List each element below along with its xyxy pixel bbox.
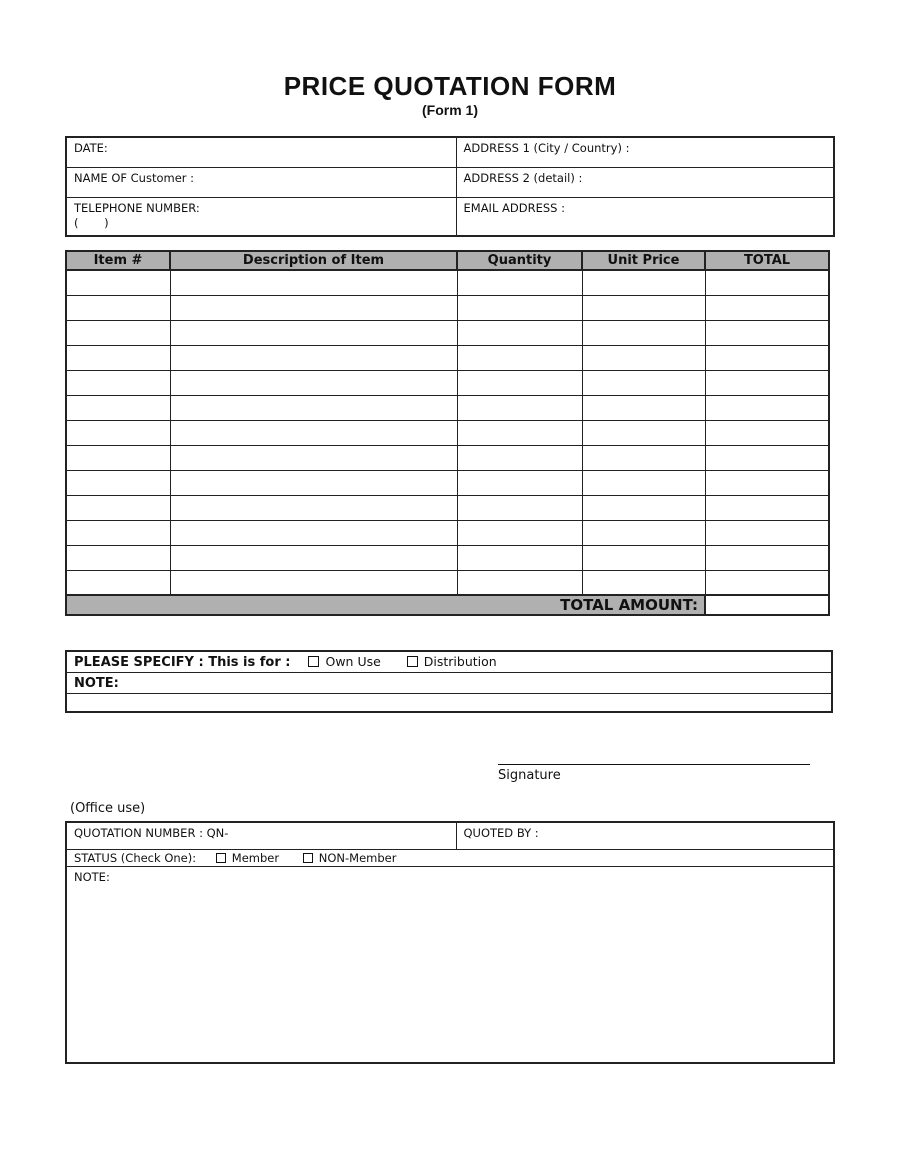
checkbox-member[interactable]	[216, 853, 226, 863]
item-cell-r10-c1[interactable]	[66, 495, 170, 520]
quoted-by-label: QUOTED BY :	[463, 826, 539, 840]
item-cell-r13-c4[interactable]	[582, 570, 705, 595]
email-label: EMAIL ADDRESS :	[463, 200, 565, 215]
col-header-unit-price: Unit Price	[582, 251, 705, 270]
status-label: STATUS (Check One):	[74, 850, 197, 865]
item-cell-r12-c3[interactable]	[457, 545, 582, 570]
item-cell-r8-c2[interactable]	[170, 445, 457, 470]
customer-name-field[interactable]	[66, 167, 456, 197]
col-header-quantity: Quantity	[457, 251, 582, 270]
member-label: Member	[231, 850, 280, 865]
checkbox-non-member[interactable]	[303, 853, 313, 863]
date-label: DATE:	[74, 141, 108, 155]
office-note-field[interactable]	[66, 867, 834, 1063]
item-cell-r1-c2[interactable]	[170, 270, 457, 295]
item-cell-r1-c1[interactable]	[66, 270, 170, 295]
checkbox-distribution[interactable]	[407, 656, 418, 667]
item-cell-r13-c5[interactable]	[705, 570, 829, 595]
items-table	[65, 250, 830, 616]
total-amount-field[interactable]	[705, 595, 829, 615]
item-cell-r9-c3[interactable]	[457, 470, 582, 495]
distribution-option	[407, 654, 497, 669]
item-cell-r6-c1[interactable]	[66, 395, 170, 420]
non-member-option	[303, 851, 397, 866]
item-cell-r4-c2[interactable]	[170, 345, 457, 370]
item-row-11	[66, 520, 829, 545]
office-status-row	[66, 849, 834, 867]
info-row-1	[66, 137, 834, 167]
item-cell-r8-c5[interactable]	[705, 445, 829, 470]
item-cell-r3-c1[interactable]	[66, 320, 170, 345]
item-cell-r8-c1[interactable]	[66, 445, 170, 470]
specify-cell	[66, 651, 832, 673]
specify-note-extra-field[interactable]	[66, 694, 832, 712]
item-cell-r7-c2[interactable]	[170, 420, 457, 445]
telephone-area-code-hint: ( )	[74, 216, 109, 231]
member-option	[216, 851, 279, 866]
col-header-item-number: Item #	[66, 251, 170, 270]
item-cell-r5-c4[interactable]	[582, 370, 705, 395]
total-amount-label: TOTAL AMOUNT:	[66, 595, 705, 615]
item-cell-r11-c5[interactable]	[705, 520, 829, 545]
item-row-5	[66, 370, 829, 395]
item-row-6	[66, 395, 829, 420]
item-cell-r7-c1[interactable]	[66, 420, 170, 445]
page-title: PRICE QUOTATION FORM	[283, 71, 617, 101]
office-note-label: NOTE:	[74, 870, 110, 885]
col-header-description: Description of Item	[170, 251, 457, 270]
item-cell-r1-c3[interactable]	[457, 270, 582, 295]
total-amount-row	[66, 595, 829, 615]
item-cell-r6-c4[interactable]	[582, 395, 705, 420]
office-use-table	[65, 821, 835, 1064]
item-cell-r6-c3[interactable]	[457, 395, 582, 420]
item-cell-r11-c3[interactable]	[457, 520, 582, 545]
distribution-label: Distribution	[423, 654, 497, 669]
address1-field[interactable]	[456, 137, 834, 167]
customer-info-table	[65, 136, 835, 237]
item-cell-r2-c5[interactable]	[705, 295, 829, 320]
item-cell-r10-c2[interactable]	[170, 495, 457, 520]
col-header-total: TOTAL	[705, 251, 829, 270]
telephone-field[interactable]	[66, 197, 456, 236]
item-cell-r10-c3[interactable]	[457, 495, 582, 520]
office-ids-row	[66, 822, 834, 849]
item-cell-r5-c5[interactable]	[705, 370, 829, 395]
item-cell-r2-c3[interactable]	[457, 295, 582, 320]
item-row-8	[66, 445, 829, 470]
email-field[interactable]	[456, 197, 834, 236]
address2-field[interactable]	[456, 167, 834, 197]
customer-name-label: NAME OF Customer :	[74, 170, 195, 185]
item-cell-r2-c1[interactable]	[66, 295, 170, 320]
own-use-option	[308, 654, 380, 669]
item-cell-r9-c4[interactable]	[582, 470, 705, 495]
item-row-12	[66, 545, 829, 570]
item-cell-r12-c4[interactable]	[582, 545, 705, 570]
item-cell-r2-c2[interactable]	[170, 295, 457, 320]
page-subtitle: (Form 1)	[422, 102, 478, 118]
office-use-label: (Office use)	[70, 801, 146, 816]
item-cell-r1-c4[interactable]	[582, 270, 705, 295]
status-cell	[66, 849, 834, 867]
item-cell-r4-c4[interactable]	[582, 345, 705, 370]
items-header-row	[66, 251, 829, 270]
item-cell-r6-c5[interactable]	[705, 395, 829, 420]
item-cell-r13-c2[interactable]	[170, 570, 457, 595]
item-row-13	[66, 570, 829, 595]
item-cell-r3-c4[interactable]	[582, 320, 705, 345]
item-cell-r11-c4[interactable]	[582, 520, 705, 545]
item-cell-r5-c3[interactable]	[457, 370, 582, 395]
item-cell-r7-c4[interactable]	[582, 420, 705, 445]
checkbox-own-use[interactable]	[308, 656, 319, 667]
signature-label: Signature	[498, 768, 561, 783]
info-row-3	[66, 197, 834, 236]
item-cell-r8-c3[interactable]	[457, 445, 582, 470]
item-cell-r9-c2[interactable]	[170, 470, 457, 495]
item-cell-r11-c2[interactable]	[170, 520, 457, 545]
address1-label: ADDRESS 1 (City / Country) :	[463, 141, 630, 155]
item-row-10	[66, 495, 829, 520]
quotation-number-field[interactable]	[66, 822, 456, 849]
item-cell-r9-c5[interactable]	[705, 470, 829, 495]
item-row-9	[66, 470, 829, 495]
item-cell-r3-c2[interactable]	[170, 320, 457, 345]
item-cell-r3-c3[interactable]	[457, 320, 582, 345]
item-cell-r2-c4[interactable]	[582, 295, 705, 320]
item-row-3	[66, 320, 829, 345]
telephone-label: TELEPHONE NUMBER:	[74, 200, 200, 215]
item-cell-r1-c5[interactable]	[705, 270, 829, 295]
item-cell-r10-c4[interactable]	[582, 495, 705, 520]
item-cell-r10-c5[interactable]	[705, 495, 829, 520]
quotation-number-label: QUOTATION NUMBER : QN-	[74, 826, 229, 840]
own-use-label: Own Use	[325, 654, 381, 669]
signature-block	[498, 764, 810, 783]
item-row-7	[66, 420, 829, 445]
item-cell-r5-c2[interactable]	[170, 370, 457, 395]
specify-empty-row	[66, 694, 832, 712]
non-member-label: NON-Member	[318, 850, 397, 865]
item-cell-r5-c1[interactable]	[66, 370, 170, 395]
item-cell-r9-c1[interactable]	[66, 470, 170, 495]
office-note-row	[66, 867, 834, 1063]
item-cell-r11-c1[interactable]	[66, 520, 170, 545]
item-cell-r4-c5[interactable]	[705, 345, 829, 370]
item-cell-r7-c3[interactable]	[457, 420, 582, 445]
item-cell-r7-c5[interactable]	[705, 420, 829, 445]
item-row-4	[66, 345, 829, 370]
specify-note-label: NOTE:	[74, 676, 119, 691]
item-cell-r13-c1[interactable]	[66, 570, 170, 595]
item-cell-r8-c4[interactable]	[582, 445, 705, 470]
item-cell-r12-c1[interactable]	[66, 545, 170, 570]
item-cell-r13-c3[interactable]	[457, 570, 582, 595]
item-cell-r12-c5[interactable]	[705, 545, 829, 570]
items-table-body	[66, 270, 829, 595]
item-cell-r6-c2[interactable]	[170, 395, 457, 420]
item-cell-r3-c5[interactable]	[705, 320, 829, 345]
info-row-2	[66, 167, 834, 197]
item-row-2	[66, 295, 829, 320]
quoted-by-field[interactable]	[456, 822, 834, 849]
specify-note-row	[66, 673, 832, 694]
specify-section	[65, 650, 833, 713]
date-field[interactable]	[66, 137, 456, 167]
item-cell-r12-c2[interactable]	[170, 545, 457, 570]
specify-label: PLEASE SPECIFY : This is for :	[74, 655, 291, 670]
item-row-1	[66, 270, 829, 295]
item-cell-r4-c1[interactable]	[66, 345, 170, 370]
address2-label: ADDRESS 2 (detail) :	[463, 170, 583, 185]
specify-note-field[interactable]	[66, 673, 832, 694]
item-cell-r4-c3[interactable]	[457, 345, 582, 370]
specify-row	[66, 651, 832, 673]
